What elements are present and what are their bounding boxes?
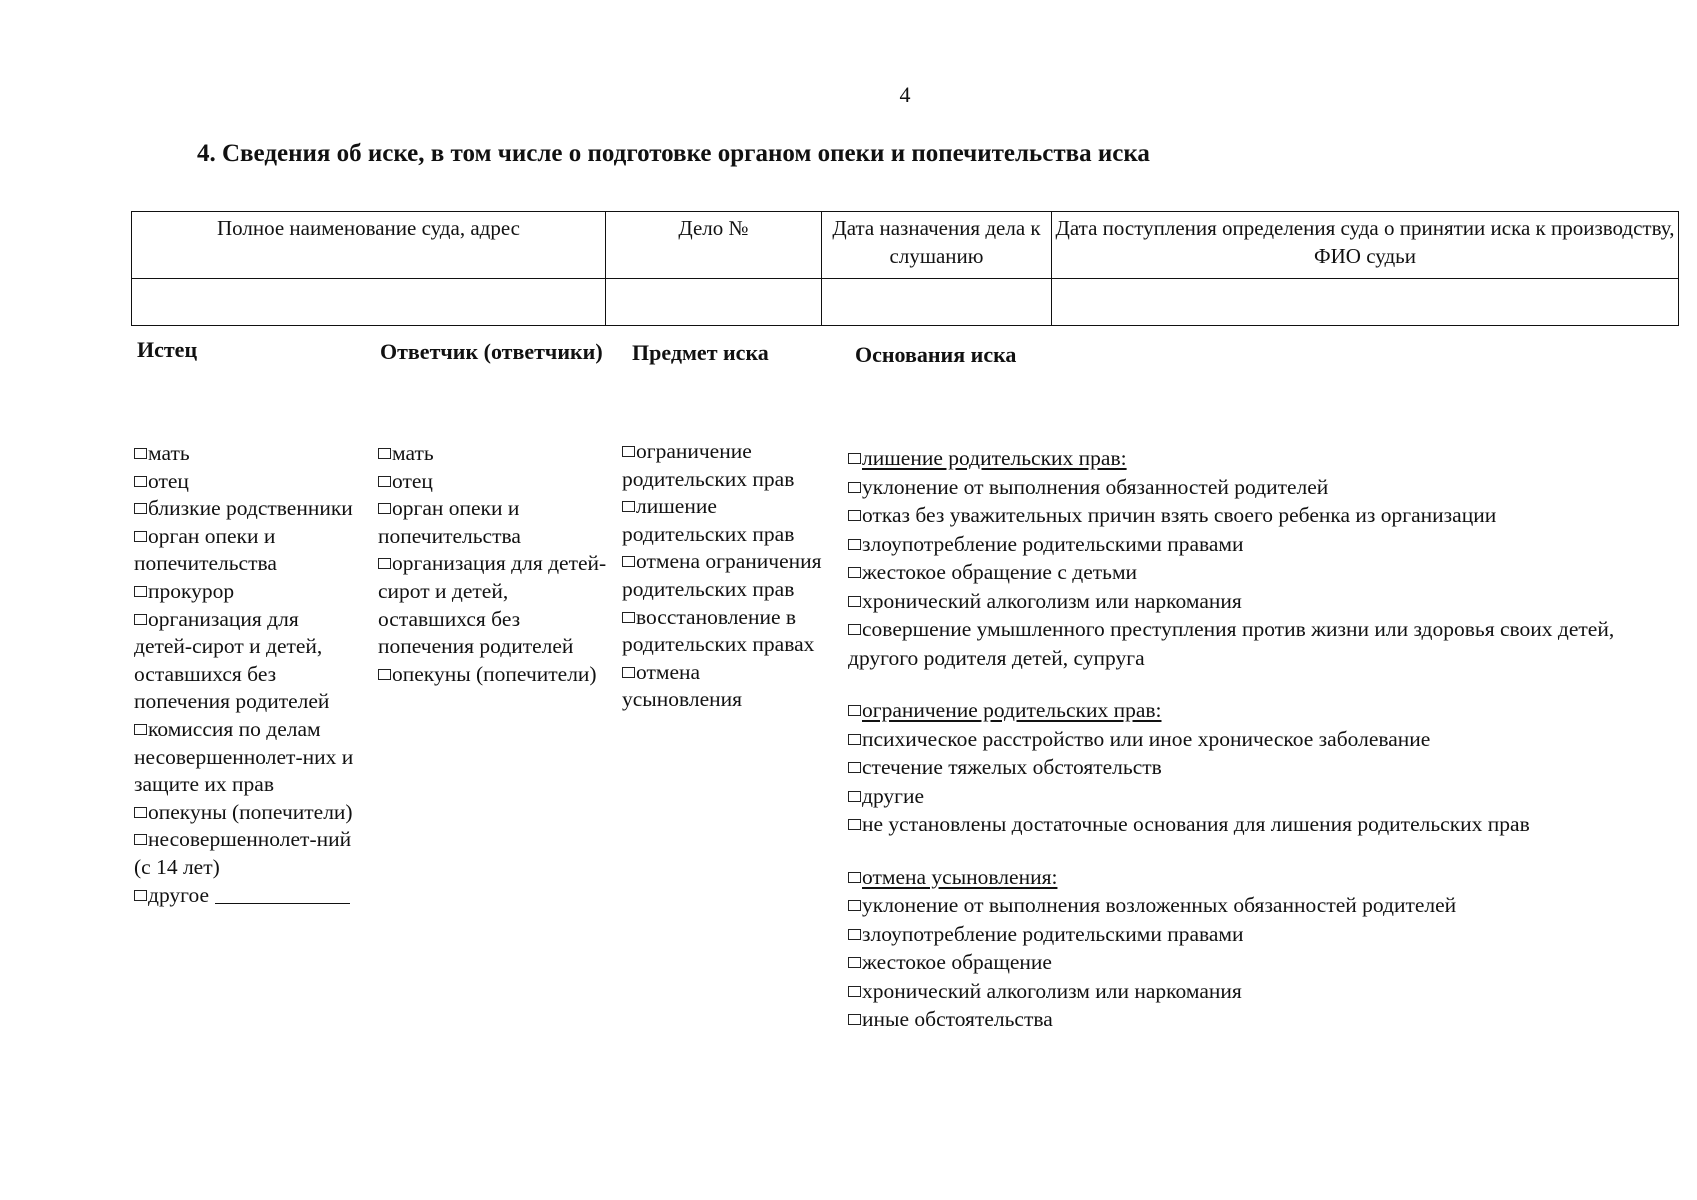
checkbox[interactable] [134, 614, 147, 625]
grounds-option[interactable]: другие [848, 782, 1668, 811]
grounds-option[interactable]: совершение умышленного преступления против жизни или здоровья своих детей, другого родителя детей, супруга [848, 617, 1615, 670]
checkbox[interactable] [848, 624, 861, 635]
checkbox[interactable] [622, 612, 635, 623]
checkbox[interactable] [378, 448, 391, 459]
grounds-option[interactable]: злоупотребление родительскими правами [848, 920, 1668, 949]
checkbox[interactable] [622, 667, 635, 678]
defendant-option[interactable]: орган опеки и попечительства [378, 496, 521, 548]
checkbox[interactable] [134, 586, 147, 597]
grounds-option[interactable]: хронический алкоголизм или наркомания [848, 977, 1668, 1006]
checkbox[interactable] [134, 890, 147, 901]
grounds-option[interactable]: уклонение от выполнения возложенных обязанностей родителей [848, 891, 1668, 920]
defendant-option[interactable]: опекуны (попечители) [378, 661, 610, 689]
grounds-option[interactable]: психическое расстройство или иное хроническое заболевание [848, 725, 1668, 754]
grounds-list [848, 444, 1668, 1058]
checkbox[interactable] [622, 446, 635, 457]
plaintiff-option-other[interactable]: другое [134, 882, 362, 910]
checkbox[interactable] [848, 957, 861, 968]
court-table-input-row [132, 279, 1679, 326]
plaintiff-heading: Истец [137, 337, 198, 362]
subject-option[interactable]: отмена ограничения родительских прав [622, 549, 822, 601]
grounds-group-adoption-cancel [848, 863, 1668, 1034]
cell-ruling-date-judge[interactable] [1052, 279, 1679, 326]
cell-hearing-date[interactable] [822, 279, 1052, 326]
checkbox[interactable] [848, 567, 861, 578]
checkbox[interactable] [134, 476, 147, 487]
grounds-group-title[interactable]: ограничение родительских прав: [848, 696, 1668, 725]
subject-option[interactable]: восстановление в родительских правах [622, 604, 815, 657]
plaintiff-list [134, 440, 362, 909]
checkbox[interactable] [622, 501, 635, 512]
checkbox[interactable] [378, 476, 391, 487]
header-court-name: Полное наименование суда, адрес [132, 212, 606, 279]
grounds-option[interactable]: уклонение от выполнения обязанностей родителей [848, 473, 1668, 502]
defendant-option[interactable]: мать [378, 440, 610, 468]
checkbox[interactable] [848, 929, 861, 940]
subject-heading: Предмет иска [632, 340, 769, 365]
grounds-option[interactable]: жестокое обращение [848, 948, 1668, 977]
grounds-group-title[interactable]: отмена усыновления: [848, 863, 1668, 892]
defendant-heading: Ответчик (ответчики) [380, 339, 603, 364]
page-number: 4 [899, 82, 911, 107]
plaintiff-option[interactable]: комиссия по делам несовершеннолет-них и защите их прав [134, 716, 354, 797]
plaintiff-option[interactable]: близкие родственники [134, 495, 362, 523]
grounds-option[interactable]: не установлены достаточные основания для лишения родительских прав [848, 810, 1668, 839]
grounds-group-restriction [848, 696, 1668, 839]
cell-court-name[interactable] [132, 279, 606, 326]
grounds-option[interactable]: злоупотребление родительскими правами [848, 530, 1668, 559]
checkbox[interactable] [848, 705, 861, 716]
checkbox[interactable] [848, 762, 861, 773]
grounds-group-title[interactable]: лишение родительских прав: [848, 444, 1668, 473]
checkbox[interactable] [622, 556, 635, 567]
grounds-option[interactable]: стечение тяжелых обстоятельств [848, 753, 1668, 782]
plaintiff-option[interactable]: мать [134, 440, 362, 468]
checkbox[interactable] [134, 724, 147, 735]
checkbox[interactable] [848, 539, 861, 550]
grounds-option[interactable]: отказ без уважительных причин взять своего ребенка из организации [848, 501, 1668, 530]
checkbox[interactable] [848, 900, 861, 911]
checkbox[interactable] [848, 872, 861, 883]
grounds-option[interactable]: иные обстоятельства [848, 1005, 1668, 1034]
plaintiff-option[interactable]: несовершеннолет-ний (с 14 лет) [134, 827, 352, 879]
checkbox[interactable] [134, 807, 147, 818]
subject-option[interactable]: ограничение родительских прав [622, 439, 795, 491]
checkbox[interactable] [848, 482, 861, 493]
subject-list [622, 438, 824, 714]
checkbox[interactable] [134, 448, 147, 459]
checkbox[interactable] [848, 1014, 861, 1025]
grounds-option[interactable]: жестокое обращение с детьми [848, 558, 1668, 587]
other-fill-line[interactable] [215, 885, 350, 904]
grounds-heading: Основания иска [855, 342, 1017, 367]
plaintiff-option[interactable]: отец [134, 468, 362, 496]
checkbox[interactable] [848, 791, 861, 802]
checkbox[interactable] [134, 834, 147, 845]
header-ruling-date-judge: Дата поступления определения суда о принятии иска к производству, ФИО судьи [1052, 212, 1679, 279]
checkbox[interactable] [378, 669, 391, 680]
checkbox[interactable] [848, 986, 861, 997]
defendant-list [378, 440, 610, 688]
checkbox[interactable] [848, 596, 861, 607]
court-info-table [131, 211, 1679, 326]
court-table-header-row [132, 212, 1679, 279]
plaintiff-option[interactable]: организация для детей-сирот и детей, оставшихся без попечения родителей [134, 606, 330, 714]
checkbox[interactable] [378, 503, 391, 514]
checkbox[interactable] [134, 503, 147, 514]
subject-option[interactable]: лишение родительских прав [622, 494, 795, 546]
checkbox[interactable] [378, 558, 391, 569]
cell-case-number[interactable] [606, 279, 822, 326]
subject-option[interactable]: отмена усыновления [622, 659, 743, 712]
checkbox[interactable] [848, 734, 861, 745]
grounds-group-deprivation [848, 444, 1668, 672]
checkbox[interactable] [848, 819, 861, 830]
plaintiff-option[interactable]: орган опеки и попечительства [134, 523, 277, 576]
plaintiff-option[interactable]: прокурор [134, 578, 362, 606]
header-case-number: Дело № [606, 212, 822, 279]
section-title: 4. Сведения об иске, в том числе о подготовке органом опеки и попечительства иска [197, 140, 1150, 167]
checkbox[interactable] [848, 453, 861, 464]
checkbox[interactable] [134, 531, 147, 542]
defendant-option[interactable]: организация для детей-сирот и детей, оставшихся без попечения родителей [378, 551, 607, 659]
plaintiff-option[interactable]: опекуны (попечители) [134, 799, 362, 827]
header-hearing-date: Дата назначения дела к слушанию [822, 212, 1052, 279]
defendant-option[interactable]: отец [378, 468, 610, 496]
checkbox[interactable] [848, 510, 861, 521]
grounds-option[interactable]: хронический алкоголизм или наркомания [848, 587, 1668, 616]
